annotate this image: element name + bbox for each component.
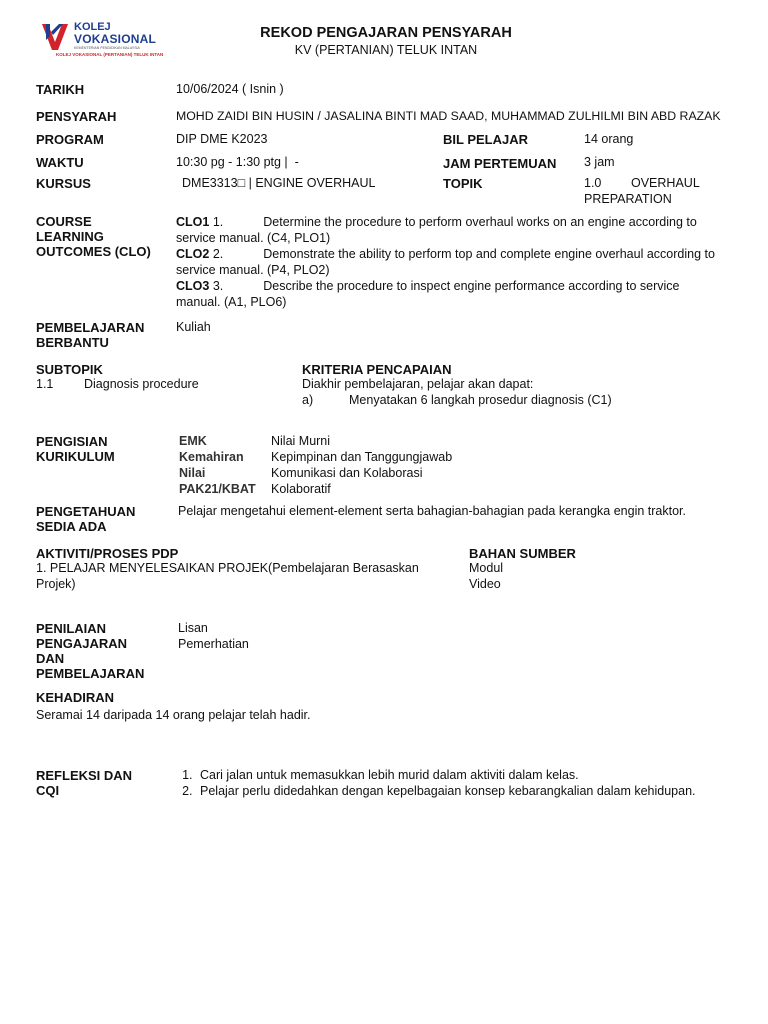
bahan-sumber-list xyxy=(469,560,503,592)
aktiviti-label: AKTIVITI/PROSES PDP xyxy=(36,546,179,561)
program-label: PROGRAM xyxy=(36,132,104,147)
bahan-sumber-item: Video xyxy=(469,577,501,591)
clo-item: CLO2 2. Demonstrate the ability to perform top and complete engine overhaul according to service manual. (P4, PLO2) xyxy=(176,247,715,277)
subtopik-number: 1.1 xyxy=(36,377,54,391)
pengisian-kurikulum-table xyxy=(179,433,452,497)
subtopik-label: SUBTOPIK xyxy=(36,362,103,377)
kriteria-label: KRITERIA PENCAPAIAN xyxy=(302,362,452,377)
kriteria-intro: Diakhir pembelajaran, pelajar akan dapat: xyxy=(302,377,534,391)
clo-item: CLO3 3. Describe the procedure to inspect engine performance according to service manual. (A1, PLO6) xyxy=(176,279,680,309)
bahan-sumber-item: Modul xyxy=(469,561,504,575)
bil-pelajar-value: 14 orang xyxy=(584,132,634,146)
logo-text-ministry: KEMENTERIAN PENDIDIKAN MALAYSIA xyxy=(74,46,140,50)
kursus-label: KURSUS xyxy=(36,176,91,191)
penilaian-item: Lisan xyxy=(178,621,208,635)
refleksi-label: REFLEKSI DAN CQI xyxy=(36,768,133,798)
logo-text-vokasional: VOKASIONAL xyxy=(74,32,157,46)
penilaian-label: PENILAIAN PENGAJARAN DAN PEMBELAJARAN xyxy=(36,621,145,681)
jam-pertemuan-label: JAM PERTEMUAN xyxy=(443,156,557,171)
logo-text-kolej: KOLEJ xyxy=(74,21,111,33)
kriteria-item-letter: a) xyxy=(302,393,314,407)
bil-pelajar-label: BIL PELAJAR xyxy=(443,132,528,147)
kehadiran-value: Seramai 14 daripada 14 orang pelajar telah hadir. xyxy=(36,708,311,722)
topik-number: 1.0 xyxy=(584,176,602,190)
penilaian-list xyxy=(178,620,249,652)
clo-list xyxy=(176,214,756,310)
logo-text-college: KOLEJ VOKASIONAL (PERTANIAN) TELUK INTAN xyxy=(56,52,164,57)
kriteria-item-text: Menyatakan 6 langkah prosedur diagnosis (C1) xyxy=(349,393,612,407)
program-value: DIP DME K2023 xyxy=(176,132,268,146)
waktu-label: WAKTU xyxy=(36,155,84,170)
pembelajaran-berbantu-label: PEMBELAJARAN BERBANTU xyxy=(36,320,145,350)
topik-label: TOPIK xyxy=(443,176,483,191)
aktiviti-value: 1. PELAJAR MENYELESAIKAN PROJEK(Pembelajaran Berasaskan Projek) xyxy=(36,561,419,591)
bahan-sumber-label: BAHAN SUMBER xyxy=(469,546,576,561)
tarikh-label: TARIKH xyxy=(36,82,85,97)
kurikulum-row: Kemahiran Kepimpinan dan Tanggungjawab xyxy=(179,450,453,464)
waktu-value: 10:30 pg - 1:30 ptg | - xyxy=(176,155,299,169)
refleksi-list xyxy=(176,767,746,799)
refleksi-item: 1. Cari jalan untuk memasukkan lebih murid dalam aktiviti dalam kelas. xyxy=(196,767,746,783)
penilaian-item: Pemerhatian xyxy=(178,637,249,651)
kursus-value: DME3313□ | ENGINE OVERHAUL xyxy=(182,176,376,190)
topik-value-line2: PREPARATION xyxy=(584,192,672,206)
pengisian-kurikulum-label: PENGISIAN KURIKULUM xyxy=(36,434,115,464)
kehadiran-label: KEHADIRAN xyxy=(36,690,114,705)
pengetahuan-label: PENGETAHUAN SEDIA ADA xyxy=(36,504,136,534)
pensyarah-value: MOHD ZAIDI BIN HUSIN / JASALINA BINTI MAD SAAD, MUHAMMAD ZULHILMI BIN ABD RAZAK xyxy=(176,109,721,123)
pengetahuan-value: Pelajar mengetahui element-element serta bahagian-bahagian pada kerangka engin traktor. xyxy=(178,504,686,518)
refleksi-item: 2. Pelajar perlu didedahkan dengan kepelbagaian konsep kebarangkalian dalam kehidupan. xyxy=(196,783,746,799)
kurikulum-row: Nilai Komunikasi dan Kolaborasi xyxy=(179,466,423,480)
kurikulum-row: PAK21/KBAT Kolaboratif xyxy=(179,482,331,496)
page-title: REKOD PENGAJARAN PENSYARAH xyxy=(260,25,512,41)
clo-item: CLO1 1. Determine the procedure to perform overhaul works on an engine according to service manual. (C4, PLO1) xyxy=(176,215,697,245)
kurikulum-row: EMK Nilai Murni xyxy=(179,434,331,448)
page-subtitle: KV (PERTANIAN) TELUK INTAN xyxy=(294,43,478,57)
tarikh-value: 10/06/2024 ( Isnin ) xyxy=(176,82,284,96)
topik-value-line1: OVERHAUL xyxy=(631,176,700,190)
subtopik-value: Diagnosis procedure xyxy=(84,377,199,391)
pensyarah-label: PENSYARAH xyxy=(36,109,117,124)
jam-pertemuan-value: 3 jam xyxy=(584,155,615,169)
pembelajaran-berbantu-value: Kuliah xyxy=(176,320,211,334)
clo-label: COURSE LEARNING OUTCOMES (CLO) xyxy=(36,214,151,259)
